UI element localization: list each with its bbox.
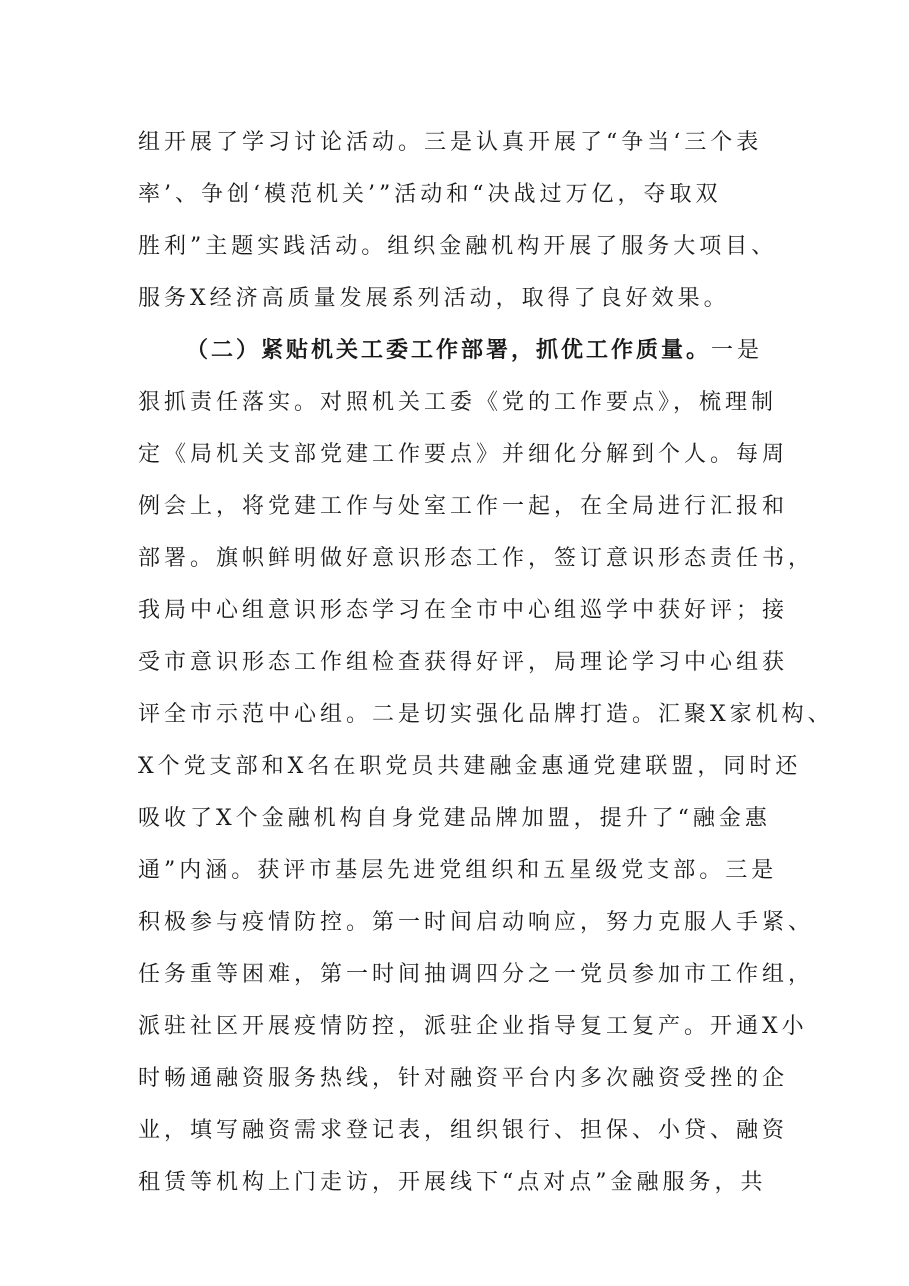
paragraph-2-line-1 [186,336,763,366]
paragraph-1-line-2: 率’、争创‘模范机关’”活动和“决战过万亿，夺取双 [138,182,722,207]
paragraph-2-line-15: 时畅通融资服务热线，针对融资平台内多次融资受挫的企 [138,1066,789,1091]
paragraph-2-line-2: 狠抓责任落实。对照机关工委《党的工作要点》，梳理制 [138,390,778,415]
paragraph-2-line-3: 定《局机关支部党建工作要点》并细化分解到个人。每周 [138,442,789,467]
section-heading-continuation: 一是 [711,338,764,363]
paragraph-2-line-10: 吸收了X个金融机构自身党建品牌加盟，提升了“融金惠 [138,806,771,831]
paragraph-2-line-13: 任务重等困难，第一时间抽调四分之一党员参加市工作组， [138,962,815,987]
paragraph-2-line-8: 评全市示范中心组。二是切实强化品牌打造。汇聚X家机构、 [138,702,834,727]
paragraph-1-line-4: 服务X经济高质量发展系列活动，取得了良好效果。 [138,286,730,311]
paragraph-2-line-14: 派驻社区开展疫情防控，派驻企业指导复工复产。开通X小 [138,1014,808,1039]
paragraph-2-line-4: 例会上，将党建工作与处室工作一起，在全局进行汇报和 [138,494,789,519]
paragraph-2-line-7: 受市意识形态工作组检查获得好评，局理论学习中心组获 [138,650,789,675]
paragraph-2-line-9: X个党支部和X名在职党员共建融金惠通党建联盟，同时还 [138,754,802,779]
paragraph-2-line-12: 积极参与疫情防控。第一时间启动响应，努力克服人手紧、 [138,910,815,935]
paragraph-1-line-1: 组开展了学习讨论活动。三是认真开展了“争当‘三个表 [138,130,763,155]
paragraph-2-line-5: 部署。旗帜鲜明做好意识形态工作，签订意识形态责任书， [138,546,815,571]
paragraph-1-line-3: 胜利”主题实践活动。组织金融机构开展了服务大项目、 [138,234,778,259]
paragraph-2-line-16: 业，填写融资需求登记表，组织银行、担保、小贷、融资 [138,1118,789,1143]
paragraph-2-line-17: 租赁等机构上门走访，开展线下“点对点”金融服务，共 [138,1170,767,1195]
paragraph-2-line-11: 通”内涵。获评市基层先进党组织和五星级党支部。三是 [138,858,778,883]
section-heading: （二）紧贴机关工委工作部署，抓优工作质量。 [186,338,712,363]
paragraph-2-line-6: 我局中心组意识形态学习在全市中心组巡学中获好评；接 [138,598,789,623]
